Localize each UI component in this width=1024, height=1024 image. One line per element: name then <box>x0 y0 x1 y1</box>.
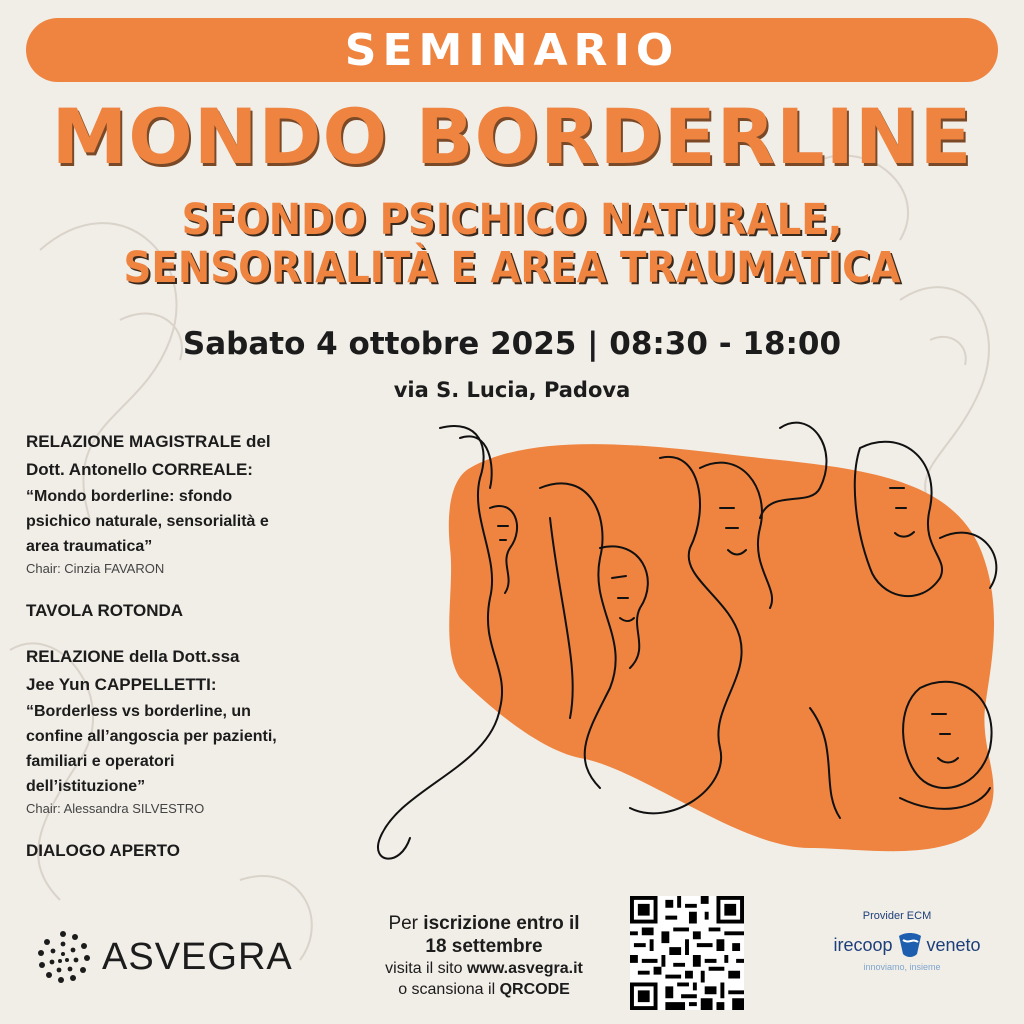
qr-code[interactable] <box>630 896 744 1010</box>
qrcode-word: QRCODE <box>499 981 570 998</box>
registration-info <box>348 912 620 1000</box>
seminar-banner <box>26 18 998 82</box>
talk-1-chair: Chair: Cinzia FAVARON <box>26 561 165 576</box>
banner-label: SEMINARIO <box>344 24 680 76</box>
talk-1-quote-3: area traumatica” <box>26 538 153 555</box>
brand-right: veneto <box>926 934 981 955</box>
registration-pre: Per <box>388 913 424 934</box>
subtitle <box>0 196 1024 292</box>
talk-2-chair: Chair: Alessandra SILVESTRO <box>26 801 205 816</box>
provider-ecm <box>812 910 1002 972</box>
main-title: MONDO BORDERLINE <box>51 92 973 181</box>
event-place: via S. Lucia, Padova <box>393 378 631 402</box>
talk-2-quote-1: “Borderless vs borderline, un <box>26 703 251 720</box>
roundtable <box>26 597 356 625</box>
wave-shield-icon <box>895 930 925 960</box>
dotted-spiral-icon <box>34 928 92 986</box>
visit-pre: visita il sito <box>385 960 467 977</box>
dialogue-label: DIALOGO APERTO <box>26 841 180 860</box>
talk-2-quote-2: confine all’angoscia per pazienti, <box>26 728 277 745</box>
provider-label: Provider ECM <box>862 910 932 922</box>
brand-left: irecoop <box>833 934 893 955</box>
talk-1 <box>26 428 356 579</box>
irecoop-logo <box>812 930 1002 960</box>
talk-2-heading-1: RELAZIONE della Dott.ssa <box>26 647 240 666</box>
provider-tagline: innoviamo, insieme <box>863 962 941 972</box>
registration-deadline-2: 18 settembre <box>425 936 543 957</box>
scan-pre: o scansiona il <box>398 981 500 998</box>
registration-deadline-1: iscrizione entro il <box>423 913 580 934</box>
organizer-logo <box>34 928 293 986</box>
subtitle-line-2: SENSORIALITÀ E AREA TRAUMATICA <box>123 243 901 293</box>
website-link[interactable]: www.asvegra.it <box>466 960 583 977</box>
talk-1-quote-1: “Mondo borderline: sfondo <box>26 488 233 505</box>
talk-2-quote-3: familiari e operatori <box>26 753 175 770</box>
talk-1-heading-1: RELAZIONE MAGISTRALE del <box>26 432 271 451</box>
talk-1-heading-2: Dott. Antonello CORREALE: <box>26 460 253 479</box>
illustration-faces <box>340 408 1020 878</box>
organizer-name: ASVEGRA <box>102 935 293 978</box>
talk-1-quote-2: psichico naturale, sensorialità e <box>26 513 269 530</box>
talk-2-heading-2: Jee Yun CAPPELLETTI: <box>26 675 217 694</box>
talk-2 <box>26 643 356 819</box>
program <box>26 428 356 883</box>
subtitle-line-1: SFONDO PSICHICO NATURALE, <box>181 195 843 245</box>
event-date: Sabato 4 ottobre 2025 | 08:30 - 18:00 <box>182 326 842 362</box>
roundtable-label: TAVOLA ROTONDA <box>26 601 184 620</box>
dialogue <box>26 837 356 865</box>
orange-blob <box>449 444 994 851</box>
talk-2-quote-4: dell’istituzione” <box>26 778 146 795</box>
